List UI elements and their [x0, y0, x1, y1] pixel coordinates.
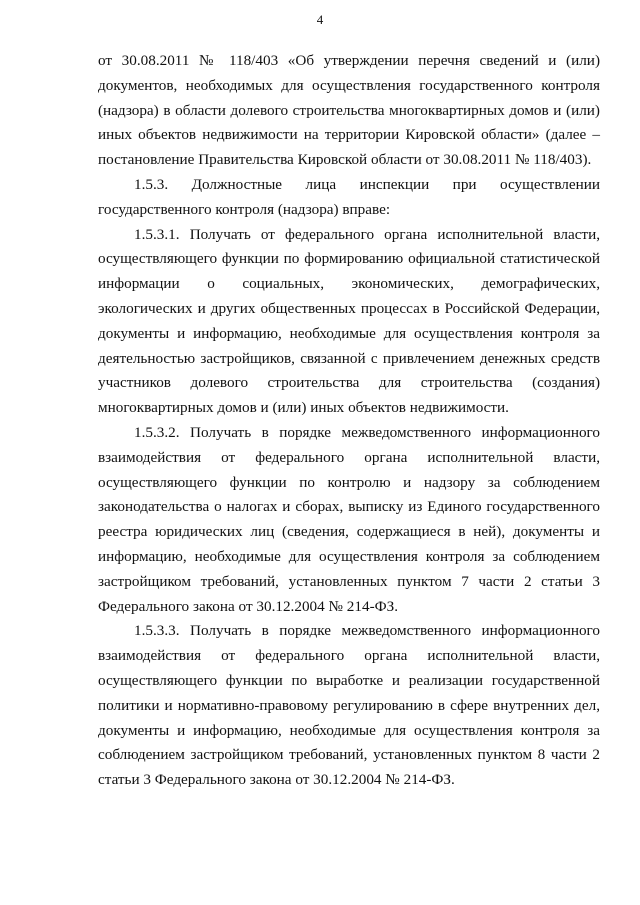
paragraph-1-5-3-1: 1.5.3.1. Получать от федерального органа исполнительной власти, осуществляющего функции по формированию официальной статистической информации о социальных, экономических, демографических, экологических и других общественных процессах в Российской Федерации, документы и информацию, необходимые для осуществления контроля за деятельностью застройщиков, связанной с привлечением денежных средств участников долевого строительства для строительства (создания) многоквартирных домов и (или) иных объектов недвижимости.	[98, 225, 600, 417]
paragraph-1-5-3-3: 1.5.3.3. Получать в порядке межведомственного информационного взаимодействия от федерального органа исполнительной власти, осуществляющего функции по выработке и реализации государственной политики и нормативно-правовому регулированию в сфере внутренних дел, документы и информацию, необходимые для осуществления контроля за соблюдением застройщиком требований, установленных пунктом 8 части 2 статьи 3 Федерального закона от 30.12.2004 № 214-ФЗ.	[98, 622, 600, 789]
paragraph-continuation: от 30.08.2011 № 118/403 «Об утверждении перечня сведений и (или) документов, необходимых для осуществления государственного контроля (надзора) в области долевого строительства многоквартирных домов и (или) иных объектов недвижимости на территории Кировской области» (далее – постановление Правительства Кировской области от 30.08.2011 № 118/403).	[98, 52, 600, 169]
paragraph-1-5-3-2: 1.5.3.2. Получать в порядке межведомственного информационного взаимодействия от федерального органа исполнительной власти, осуществляющего функции по контролю и надзору за соблюдением законодательства о налогах и сборах, выписку из Единого государственного реестра юридических лиц (сведения, содержащиеся в ней), документы и информацию, необходимые для осуществления контроля за соблюдением застройщиком требований, установленных пунктом 7 части 2 статьи 3 Федерального закона от 30.12.2004 № 214-ФЗ.	[98, 423, 600, 615]
paragraph-1-5-3: 1.5.3. Должностные лица инспекции при осуществлении государственного контроля (надзора) вправе:	[98, 175, 600, 218]
document-body	[98, 49, 600, 793]
page-number: 4	[316, 12, 324, 27]
